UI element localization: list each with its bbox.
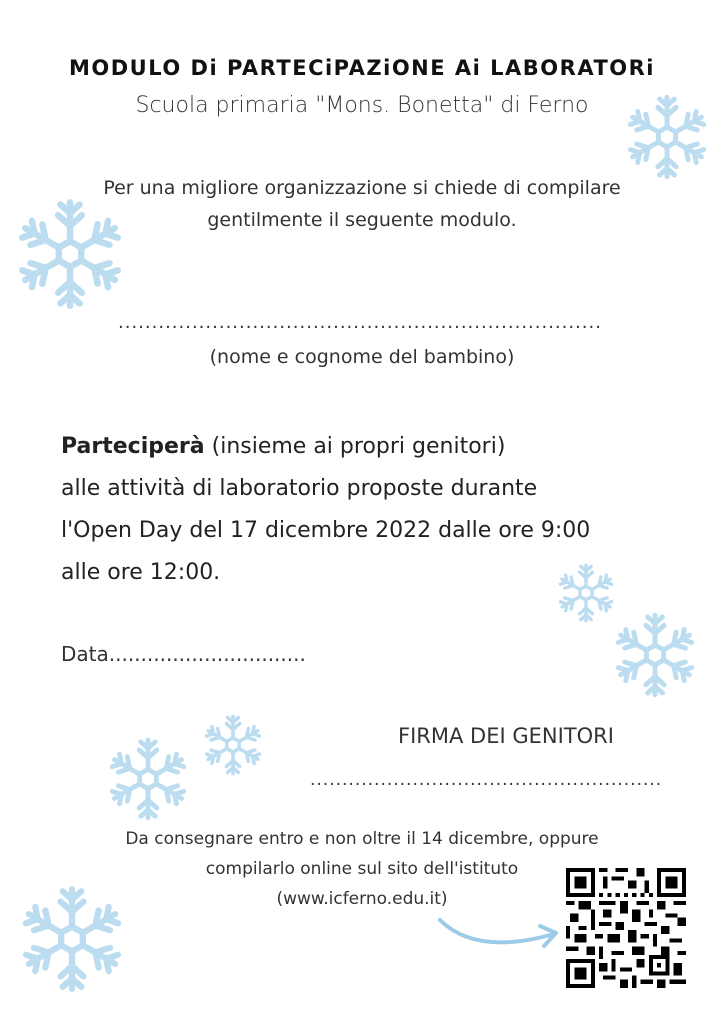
footer-line-2: compilarlo online sul sito dell'istituto [205, 859, 519, 879]
snowflake-icon [612, 612, 698, 698]
participation-line-2: alle attività di laboratorio proposte durante [61, 476, 538, 501]
participation-line-1 [61, 426, 661, 468]
form-title: MODULO Di PARTECiPAZiONE Ai LABORATORi [68, 56, 655, 80]
intro-text: Per una migliore organizzazione si chiede di compilare gentilmente il seguente modulo. [103, 177, 621, 231]
participation-text [61, 426, 661, 594]
signature-field[interactable]: ....................................................... [310, 770, 663, 790]
date-field[interactable]: Data............................... [61, 642, 306, 666]
snowflake-icon [202, 714, 264, 776]
curved-arrow-icon [436, 904, 566, 964]
participation-line-4: alle ore 12:00. [61, 560, 221, 585]
participation-line-1-rest: (insieme ai propri genitori) [204, 434, 506, 459]
qr-code-icon[interactable] [566, 868, 686, 988]
child-name-field[interactable]: ........................................................................ [118, 312, 602, 333]
child-name-caption: (nome e cognome del bambino) [209, 346, 515, 368]
footer-line-1: Da consegnare entro e non oltre il 14 dicembre, oppure [125, 829, 599, 849]
snowflake-icon [106, 736, 190, 822]
participation-line-3: l'Open Day del 17 dicembre 2022 dalle ore 9:00 [61, 518, 591, 543]
participation-bold: Parteciperà [61, 434, 205, 459]
footer-website[interactable]: (www.icferno.edu.it) [276, 889, 448, 909]
school-name: Scuola primaria "Mons. Bonetta" di Ferno [135, 93, 589, 118]
signature-title: FIRMA DEI GENITORI [398, 724, 614, 748]
